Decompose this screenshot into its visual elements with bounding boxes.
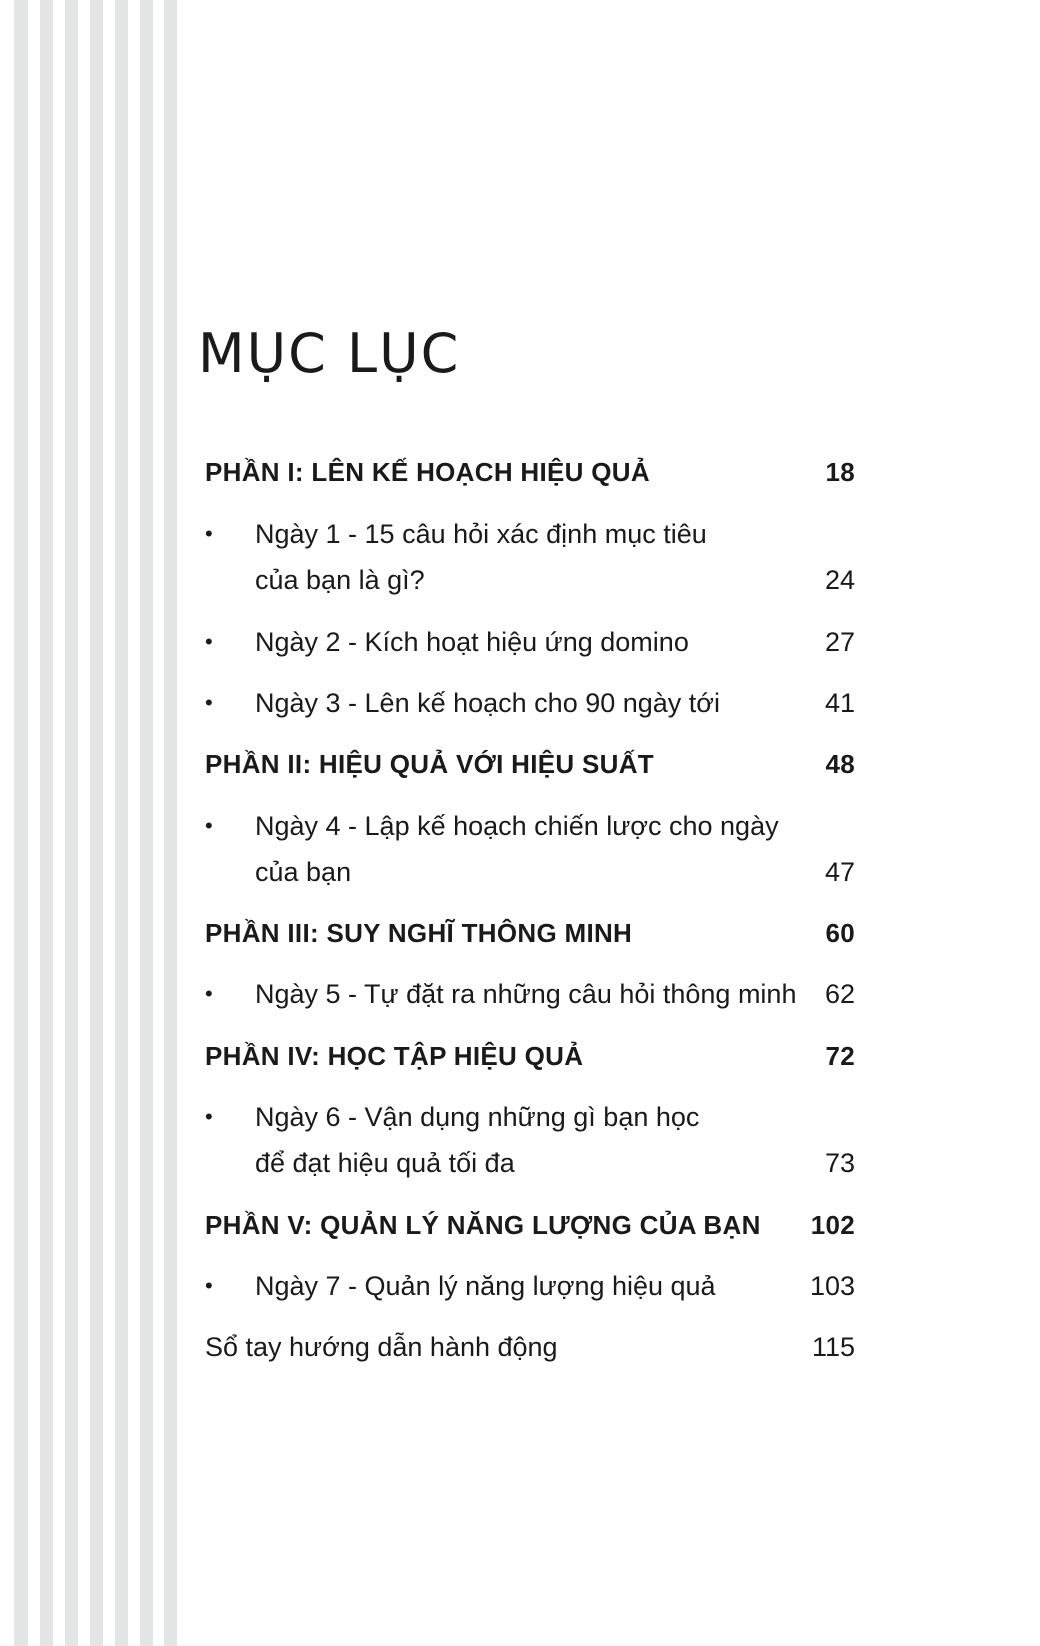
page-title: MỤC LỤC: [198, 322, 461, 385]
toc-text: PHẦN II: HIỆU QUẢ VỚI HIỆU SUẤT: [205, 749, 654, 779]
toc-text: của bạn là gì?: [255, 565, 425, 595]
toc-line: [205, 1143, 855, 1183]
toc-line: [205, 1266, 855, 1306]
page-number: 47: [824, 857, 855, 887]
toc-text: Ngày 1 - 15 câu hỏi xác định mục tiêu: [255, 519, 707, 549]
stripe: [115, 0, 128, 1646]
page-number: 73: [824, 1148, 855, 1178]
page-number: 27: [824, 627, 855, 657]
page-number: 115: [811, 1332, 855, 1362]
toc-line: [205, 744, 855, 784]
table-of-contents: [205, 0, 855, 1646]
toc-line: [205, 1205, 855, 1245]
toc-line: [205, 974, 855, 1014]
page-number: 24: [824, 565, 855, 595]
toc-line: [205, 560, 855, 600]
bullet-icon: •: [205, 813, 213, 838]
page-number: 102: [810, 1210, 855, 1240]
toc-line: [205, 683, 855, 723]
toc-text: PHẦN III: SUY NGHĨ THÔNG MINH: [205, 918, 633, 948]
stripe: [14, 0, 28, 1646]
toc-text: của bạn: [255, 857, 352, 887]
page-number: 18: [825, 457, 855, 487]
toc-text: Ngày 5 - Tự đặt ra những câu hỏi thông minh: [255, 979, 797, 1009]
page-number: 60: [825, 918, 855, 948]
toc-text: PHẦN IV: HỌC TẬP HIỆU QUẢ: [205, 1041, 584, 1071]
page-number: 48: [825, 749, 855, 779]
toc-line: [205, 1036, 855, 1076]
toc-text: PHẦN I: LÊN KẾ HOẠCH HIỆU QUẢ: [205, 457, 650, 487]
toc-text: Sổ tay hướng dẫn hành động: [205, 1332, 558, 1362]
bullet-icon: •: [205, 1104, 213, 1129]
toc-line: [205, 1097, 855, 1137]
toc-line: [205, 806, 855, 846]
decorative-stripes: [0, 0, 190, 1646]
toc-text: Ngày 3 - Lên kế hoạch cho 90 ngày tới: [255, 688, 720, 718]
toc-text: Ngày 6 - Vận dụng những gì bạn học: [255, 1102, 700, 1132]
toc-line: [205, 1327, 855, 1367]
toc-line: [205, 452, 855, 492]
toc-text: PHẦN V: QUẢN LÝ NĂNG LƯỢNG CỦA BẠN: [205, 1210, 761, 1240]
stripe: [140, 0, 153, 1646]
page-number: 62: [824, 979, 855, 1009]
toc-line: [205, 913, 855, 953]
stripe: [90, 0, 103, 1646]
bullet-icon: •: [205, 690, 213, 715]
toc-text: Ngày 4 - Lập kế hoạch chiến lược cho ngày: [255, 811, 779, 841]
stripe: [65, 0, 78, 1646]
bullet-icon: •: [205, 629, 213, 654]
toc-line: [205, 852, 855, 892]
toc-line: [205, 622, 855, 662]
page-number: 72: [825, 1041, 855, 1071]
toc-text: Ngày 7 - Quản lý năng lượng hiệu quả: [255, 1271, 716, 1301]
stripe: [40, 0, 53, 1646]
page-number: 41: [824, 688, 855, 718]
bullet-icon: •: [205, 981, 213, 1006]
stripe: [164, 0, 177, 1646]
toc-line: [205, 514, 855, 554]
bullet-icon: •: [205, 1273, 213, 1298]
page-number: 103: [809, 1271, 855, 1301]
toc-text: để đạt hiệu quả tối đa: [255, 1148, 515, 1178]
toc-text: Ngày 2 - Kích hoạt hiệu ứng domino: [255, 627, 689, 657]
bullet-icon: •: [205, 521, 213, 546]
